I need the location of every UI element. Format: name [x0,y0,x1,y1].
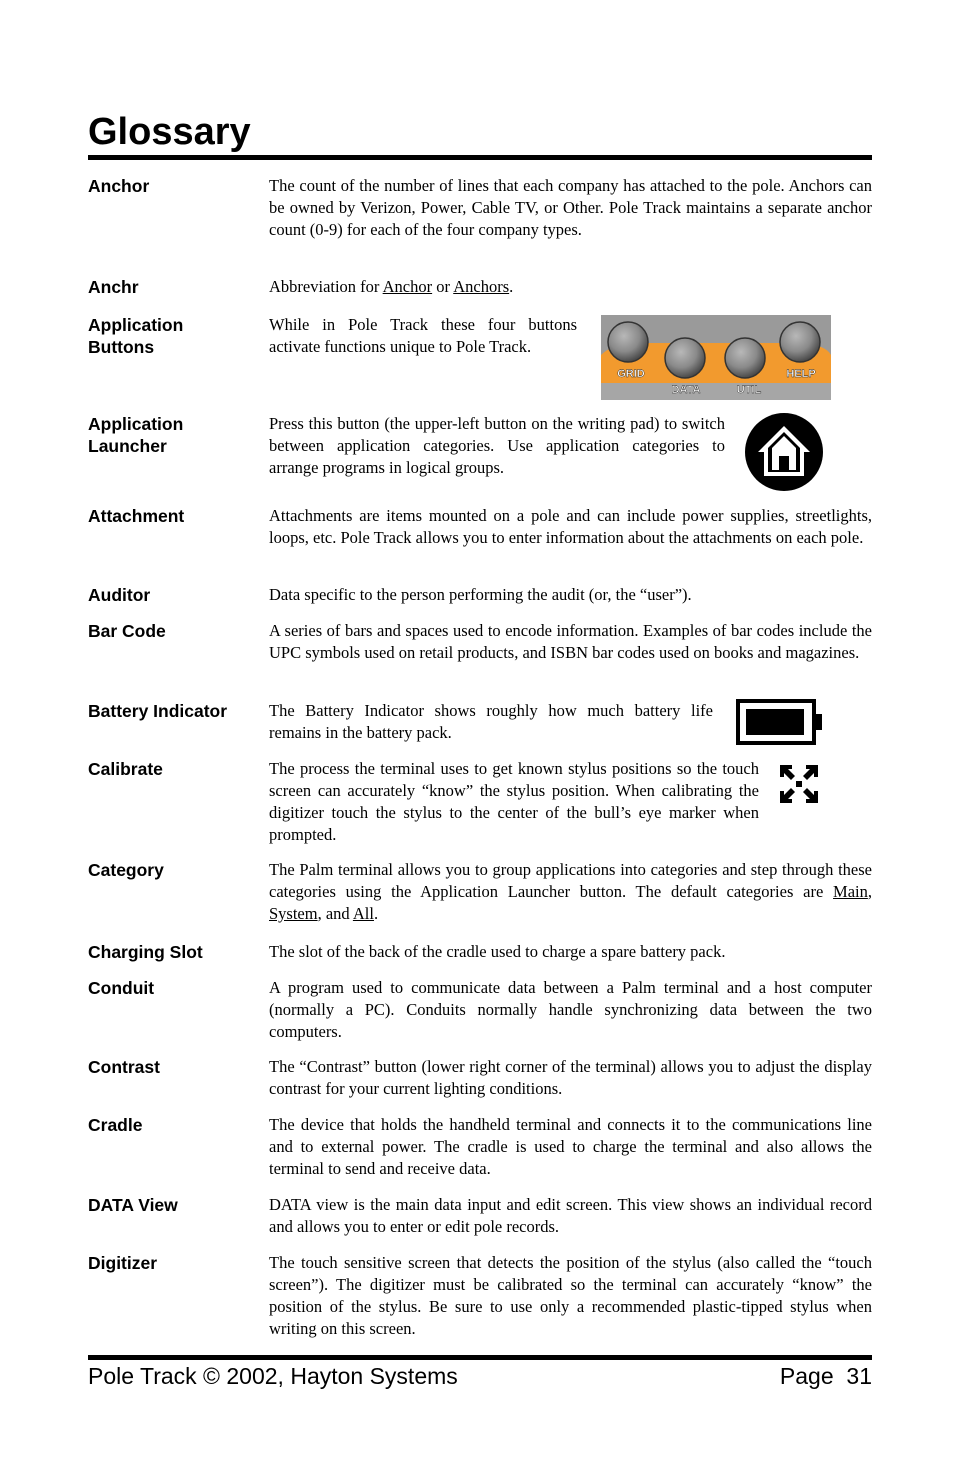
term-anchr: Anchr [88,277,139,297]
term-conduit: Conduit [88,978,155,998]
battery-icon [736,699,824,745]
calibrate-target-icon [778,763,820,805]
term-cradle: Cradle [88,1115,143,1135]
def-data-view: DATA view is the main data input and edit screen. This view shows an individual record and allows you to enter or edit pole records. [269,1195,872,1236]
term-anchor: Anchor [88,176,150,196]
def-bar-code: A series of bars and spaces used to encode information. Examples of bar codes include the UPC symbols used on retail products, and ISBN bar codes used on books and magazines. [269,621,872,662]
title-rule [88,155,872,160]
app-button-label-help: HELP [786,368,816,380]
term-battery-indicator: Battery Indicator [88,701,228,721]
app-button-label-grid: GRID [617,368,645,380]
def-calibrate: The process the terminal uses to get known stylus positions so the touch screen can accurately “know” the stylus position. When calibrating the digitizer touch the stylus to the center of the bull’s eye marker when prompted. [269,759,759,844]
footer-rule [88,1355,872,1360]
def-anchr: Abbreviation for Anchor or Anchors. [269,277,514,296]
def-application-buttons: While in Pole Track these four buttons activate functions unique to Pole Track. [269,315,577,356]
def-contrast: The “Contrast” button (lower right corner of the terminal) allows you to adjust the display contrast for your current lighting conditions. [269,1057,872,1098]
link-anchors[interactable]: Anchors [453,277,510,296]
term-bar-code: Bar Code [88,621,166,641]
def-digitizer: The touch sensitive screen that detects the position of the stylus (also called the “touch screen”). The digitizer must be calibrated so the terminal can accurately “know” the position of the stylus. Be sure to use only a recommended plastic-tipped stylus when writing on this screen. [269,1253,872,1338]
def-conduit: A program used to communicate data between a Palm terminal and a host computer (normally a PC). Conduits normally handle synchronizing data between the two computers. [269,978,872,1041]
term-application-buttons: Application Buttons [88,315,184,357]
term-digitizer: Digitizer [88,1253,158,1273]
def-cradle: The device that holds the handheld terminal and connects it to the communications line and to external power. The cradle is used to charge the terminal and also allows the terminal to send and receive data. [269,1115,872,1178]
term-contrast: Contrast [88,1057,160,1077]
page-title: Glossary [88,111,251,153]
app-button-label-util: UTIL [736,384,762,396]
term-charging-slot: Charging Slot [88,942,203,962]
term-attachment: Attachment [88,506,185,526]
def-attachment: Attachments are items mounted on a pole and can include power supplies, streetlights, loops, etc. Pole Track allows you to enter information about the attachments on each pole. [269,506,872,547]
term-auditor: Auditor [88,585,151,605]
page-number: Page 31 [779,1363,872,1389]
def-application-launcher: Press this button (the upper-left button on the writing pad) to switch between application categories. Use application categories to arrange programs in logical groups. [269,414,725,477]
footer-copyright: Pole Track © 2002, Hayton Systems [88,1363,458,1389]
link-all[interactable]: All [352,904,374,923]
link-main[interactable]: Main [833,882,868,901]
link-anchor[interactable]: Anchor [382,277,433,296]
def-category: The Palm terminal allows you to group applications into categories and step through these categories using the Application Launcher button. The default categories are Main, System, and All. [269,860,872,923]
home-icon [744,412,824,492]
def-auditor: Data specific to the person performing the audit (or, the “user”). [269,585,692,604]
app-button-label-data: DATA [671,384,701,396]
link-system[interactable]: System [269,904,318,923]
def-battery-indicator: The Battery Indicator shows roughly how much battery life remains in the battery pack. [269,701,713,742]
term-application-launcher: Application Launcher [88,414,184,456]
palm-app-buttons-icon [601,315,831,400]
def-charging-slot: The slot of the back of the cradle used to charge a spare battery pack. [269,942,726,961]
term-calibrate: Calibrate [88,759,163,779]
term-category: Category [88,860,164,880]
def-anchor: The count of the number of lines that each company has attached to the pole. Anchors can be owned by Verizon, Power, Cable TV, or Other. Pole Track maintains a separate anchor count (0-9) for each of the four company types. [269,176,872,239]
term-data-view: DATA View [88,1195,178,1215]
